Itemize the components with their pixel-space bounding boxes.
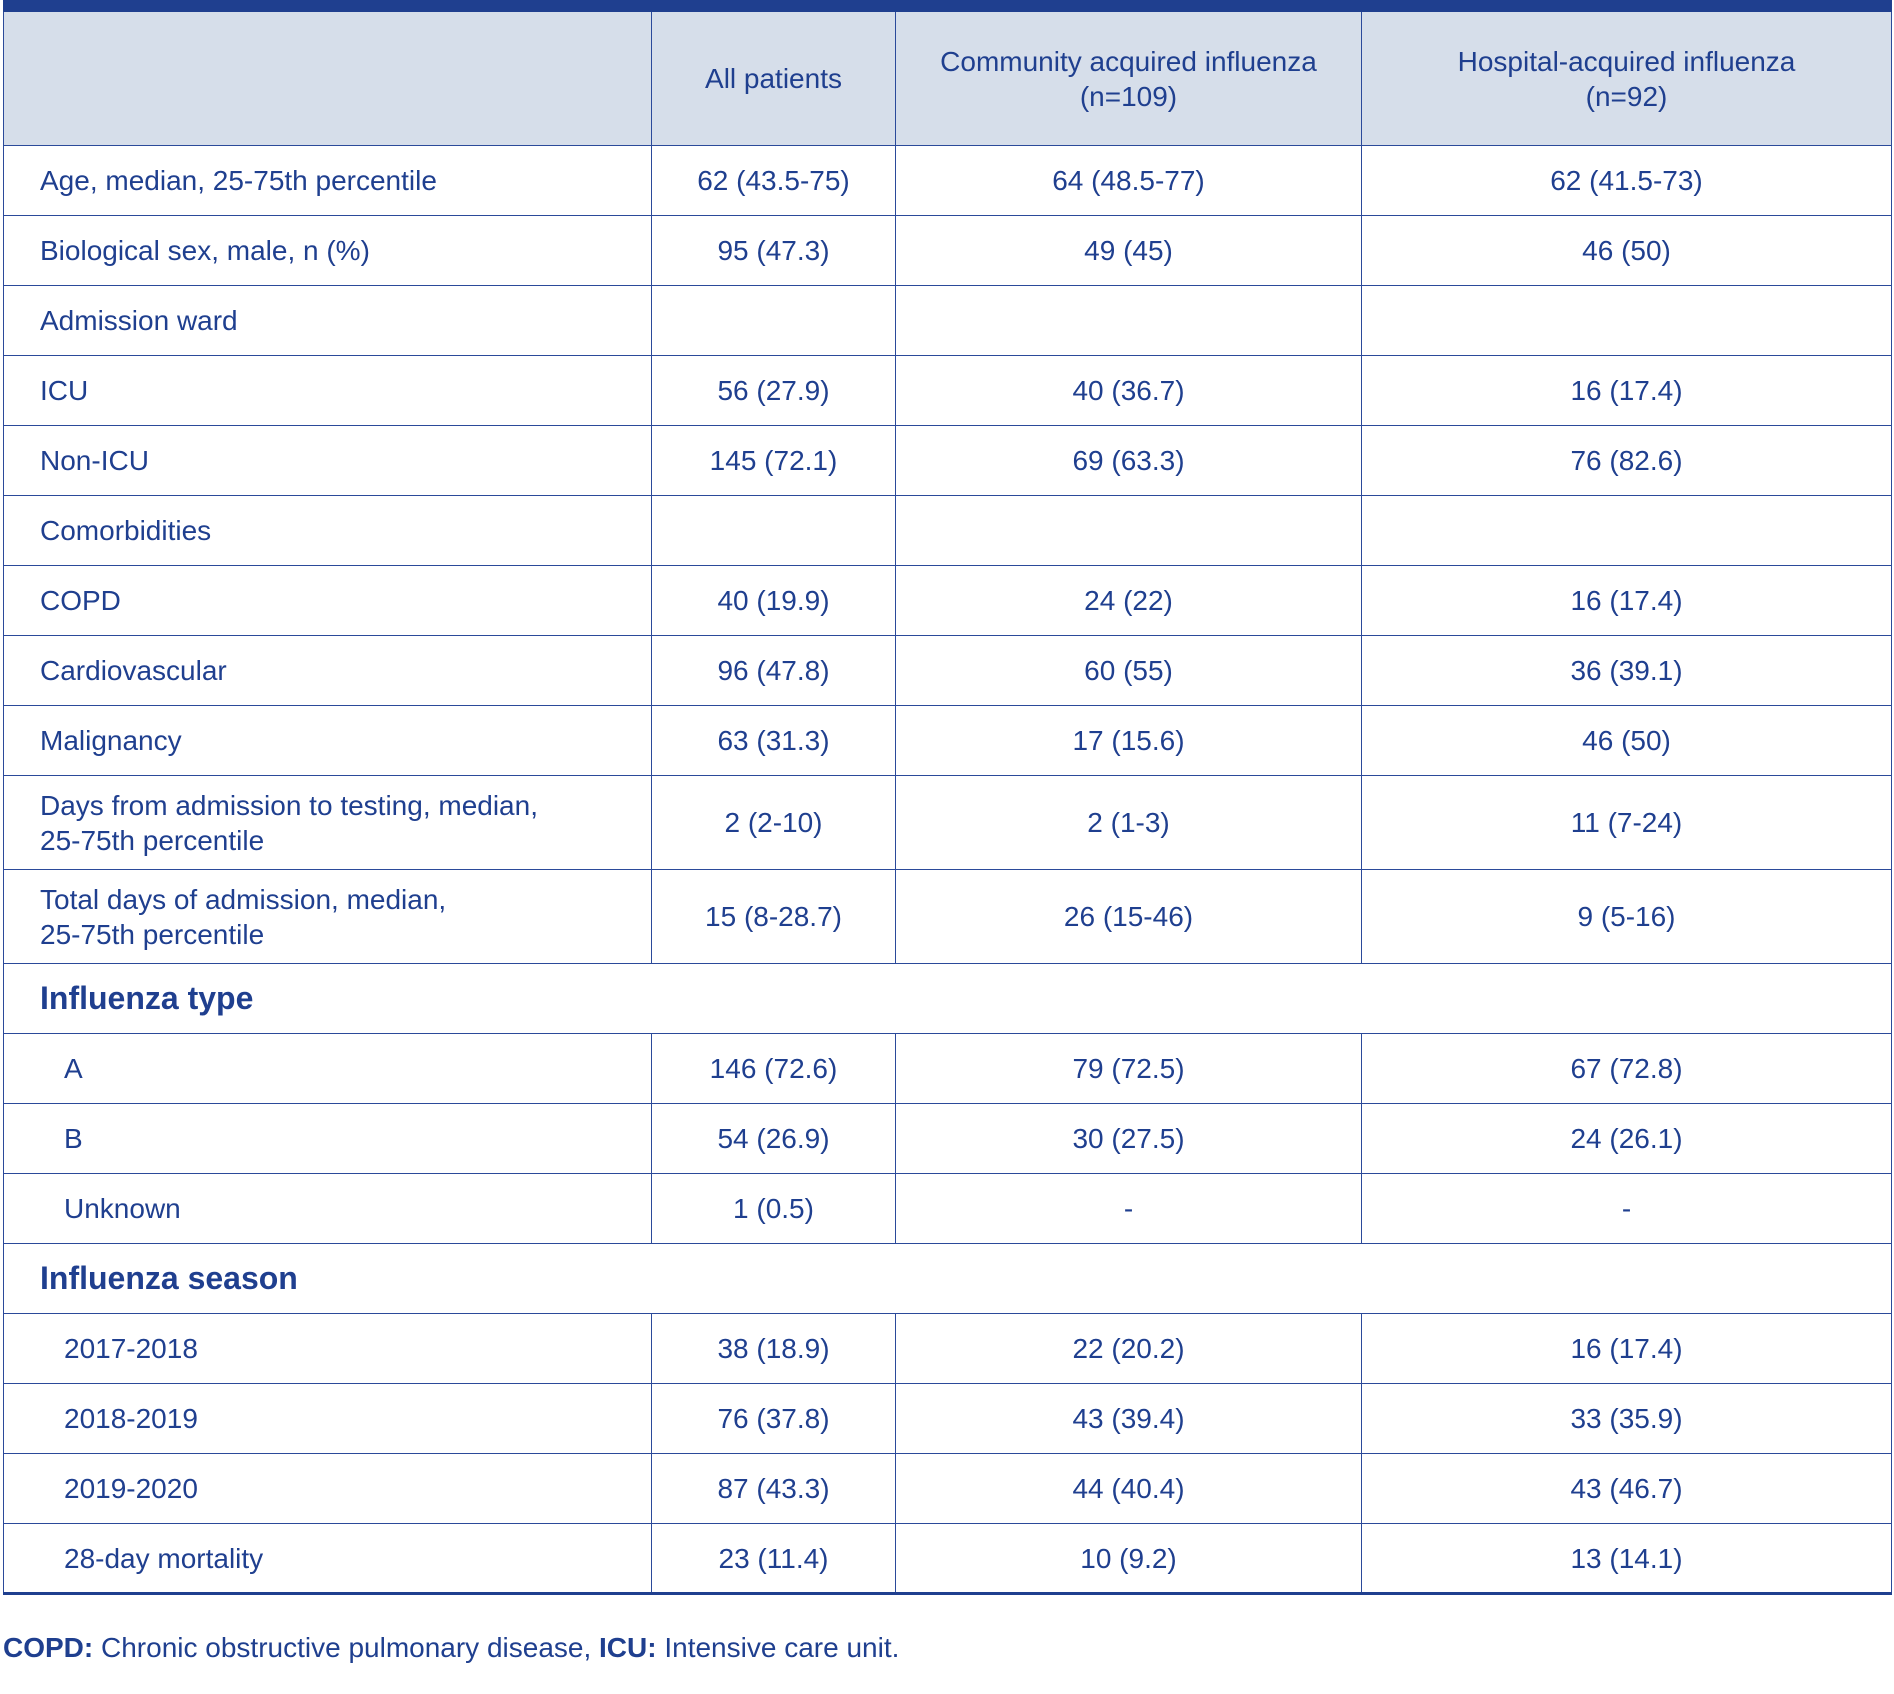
cell-all-patients: 95 (47.3) (652, 216, 896, 286)
header-community-line2: (n=109) (1079, 80, 1178, 112)
cell-all-patients: 76 (37.8) (652, 1384, 896, 1454)
row-label: Unknown (4, 1174, 652, 1244)
cell-all-patients (652, 286, 896, 356)
cell-hospital: 33 (35.9) (1362, 1384, 1892, 1454)
table-row (4, 1174, 1892, 1244)
footnote-term-icu: ICU: (599, 1632, 657, 1663)
cell-hospital: 16 (17.4) (1362, 1314, 1892, 1384)
cell-hospital: 24 (26.1) (1362, 1104, 1892, 1174)
table-row (4, 1454, 1892, 1524)
cell-community (896, 496, 1362, 566)
cell-community: 49 (45) (896, 216, 1362, 286)
header-community-line1: Community acquired influenza (940, 45, 1317, 77)
cell-hospital: 9 (5-16) (1362, 870, 1892, 964)
row-label: COPD (4, 566, 652, 636)
header-hospital-line1: Hospital-acquired influenza (1457, 45, 1796, 77)
table-row (4, 1034, 1892, 1104)
table-row (4, 776, 1892, 870)
cell-all-patients: 87 (43.3) (652, 1454, 896, 1524)
cell-hospital (1362, 496, 1892, 566)
cell-all-patients: 15 (8-28.7) (652, 870, 896, 964)
row-label: ICU (4, 356, 652, 426)
cell-hospital (1362, 286, 1892, 356)
row-label (4, 870, 652, 964)
table-row (4, 636, 1892, 706)
row-label-line1: Total days of admission, median, (40, 883, 447, 915)
row-label: Admission ward (4, 286, 652, 356)
header-community-acquired (896, 6, 1362, 146)
section-title: Influenza type (4, 964, 1892, 1034)
section-header-influenza-type (4, 964, 1892, 1034)
cell-all-patients: 146 (72.6) (652, 1034, 896, 1104)
header-all-patients: All patients (652, 6, 896, 146)
row-label: Malignancy (4, 706, 652, 776)
table-row (4, 566, 1892, 636)
cell-all-patients: 56 (27.9) (652, 356, 896, 426)
cell-all-patients: 1 (0.5) (652, 1174, 896, 1244)
cell-all-patients: 23 (11.4) (652, 1524, 896, 1594)
row-label: 2017-2018 (4, 1314, 652, 1384)
cell-hospital: 76 (82.6) (1362, 426, 1892, 496)
row-label (4, 776, 652, 870)
row-label: Non-ICU (4, 426, 652, 496)
header-hospital-line2: (n=92) (1585, 80, 1668, 112)
cell-all-patients: 96 (47.8) (652, 636, 896, 706)
cell-community: 40 (36.7) (896, 356, 1362, 426)
cell-community: - (896, 1174, 1362, 1244)
cell-all-patients: 145 (72.1) (652, 426, 896, 496)
table-row (4, 286, 1892, 356)
cell-hospital: 46 (50) (1362, 706, 1892, 776)
table-row (4, 1524, 1892, 1594)
header-empty-cell (4, 6, 652, 146)
cell-all-patients: 38 (18.9) (652, 1314, 896, 1384)
cell-community: 17 (15.6) (896, 706, 1362, 776)
cell-hospital: 11 (7-24) (1362, 776, 1892, 870)
cell-community: 24 (22) (896, 566, 1362, 636)
cell-hospital: 46 (50) (1362, 216, 1892, 286)
table-row (4, 1104, 1892, 1174)
table-row (4, 1314, 1892, 1384)
row-label: 2018-2019 (4, 1384, 652, 1454)
row-label-line2: 25-75th percentile (40, 824, 265, 856)
table-row (4, 356, 1892, 426)
footnote-def-icu: Intensive care unit. (656, 1632, 900, 1663)
table-row (4, 216, 1892, 286)
cell-community: 64 (48.5-77) (896, 146, 1362, 216)
table-row (4, 146, 1892, 216)
footnote-term-copd: COPD: (3, 1632, 94, 1663)
cell-community: 22 (20.2) (896, 1314, 1362, 1384)
table-row (4, 496, 1892, 566)
header-row (4, 6, 1892, 146)
cell-all-patients: 40 (19.9) (652, 566, 896, 636)
cell-all-patients: 63 (31.3) (652, 706, 896, 776)
cell-hospital: - (1362, 1174, 1892, 1244)
cell-community: 26 (15-46) (896, 870, 1362, 964)
cell-community: 2 (1-3) (896, 776, 1362, 870)
cell-hospital: 62 (41.5-73) (1362, 146, 1892, 216)
section-title: Influenza season (4, 1244, 1892, 1314)
cell-all-patients: 54 (26.9) (652, 1104, 896, 1174)
table-row (4, 706, 1892, 776)
table-row (4, 870, 1892, 964)
patient-characteristics-table (3, 0, 1892, 1595)
row-label: Cardiovascular (4, 636, 652, 706)
cell-community: 30 (27.5) (896, 1104, 1362, 1174)
cell-hospital: 16 (17.4) (1362, 566, 1892, 636)
row-label-line1: Days from admission to testing, median, (40, 789, 538, 821)
table-row (4, 1384, 1892, 1454)
row-label: Age, median, 25-75th percentile (4, 146, 652, 216)
row-label: 2019-2020 (4, 1454, 652, 1524)
cell-community: 69 (63.3) (896, 426, 1362, 496)
cell-community: 43 (39.4) (896, 1384, 1362, 1454)
row-label: Comorbidities (4, 496, 652, 566)
cell-hospital: 13 (14.1) (1362, 1524, 1892, 1594)
cell-all-patients (652, 496, 896, 566)
row-label: A (4, 1034, 652, 1104)
table-row (4, 426, 1892, 496)
cell-community (896, 286, 1362, 356)
cell-hospital: 43 (46.7) (1362, 1454, 1892, 1524)
row-label-line2: 25-75th percentile (40, 918, 265, 950)
row-label: B (4, 1104, 652, 1174)
cell-hospital: 67 (72.8) (1362, 1034, 1892, 1104)
header-hospital-acquired (1362, 6, 1892, 146)
row-label: Biological sex, male, n (%) (4, 216, 652, 286)
table-header (4, 6, 1892, 146)
footnote-def-copd: Chronic obstructive pulmonary disease, (93, 1632, 600, 1663)
cell-all-patients: 62 (43.5-75) (652, 146, 896, 216)
cell-community: 44 (40.4) (896, 1454, 1362, 1524)
cell-hospital: 16 (17.4) (1362, 356, 1892, 426)
row-label: 28-day mortality (4, 1524, 652, 1594)
section-header-influenza-season (4, 1244, 1892, 1314)
table-body (4, 146, 1892, 1594)
table-footnote (3, 1632, 899, 1664)
cell-hospital: 36 (39.1) (1362, 636, 1892, 706)
cell-community: 79 (72.5) (896, 1034, 1362, 1104)
cell-community: 60 (55) (896, 636, 1362, 706)
cell-all-patients: 2 (2-10) (652, 776, 896, 870)
cell-community: 10 (9.2) (896, 1524, 1362, 1594)
